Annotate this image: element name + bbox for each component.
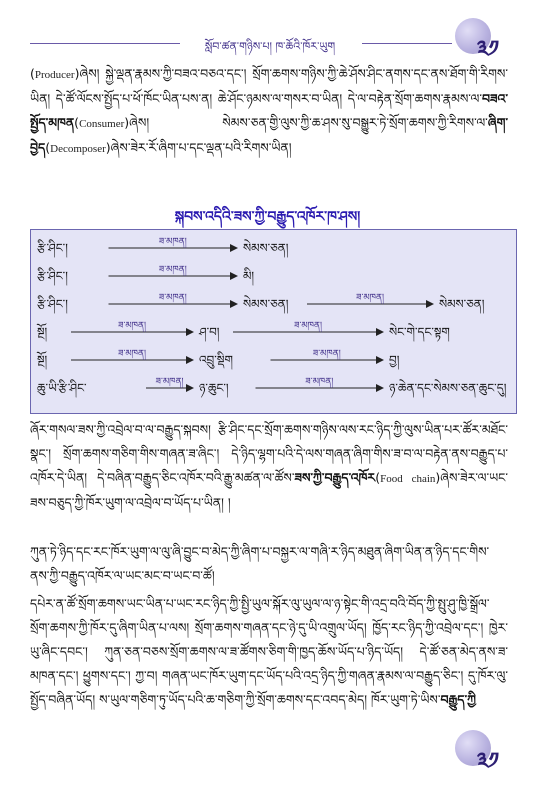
chain-edge-label-3-1: ཟ་མཁན། — [294, 321, 322, 331]
chain-node-2-1: སེམས་ཅན། — [243, 297, 289, 311]
header-rule-right — [362, 43, 452, 44]
paragraph-food-chain-note: ཀུན་ཏེ་ཉིད་དང་རང་ཁོར་ཡུག་ལ་ལུ་ཞི་བྱུང་བ་མེད་ཀྱི་ཞིག་པ་བསྐྱར་ལ་གཞི་ར་ཉིད་མཐུན་ཞིག་ཡིན་ན་ཉིད་དང་གིས་ནས་ཀྱི་བརྒྱུད་འཁོར་ལ་ཡང་མང་བ་ཡང་བ་ཚོ། — [30, 544, 490, 583]
chain-edge-label-5-0: ཟ་མཁན། — [155, 377, 184, 387]
chain-edge-label-3-0: ཟ་མཁན། — [118, 321, 146, 331]
chain-node-1-1: མི། — [243, 269, 255, 283]
chapter-title: སློབ་ཚན་གཉིས་པ། ཁ་ཆོའི་ཁོར་ཡུག — [204, 40, 336, 53]
term-decomposer: Decomposer — [50, 143, 106, 155]
page-number-top: ༣༡ — [477, 36, 500, 62]
food-chain-diagram — [30, 229, 517, 414]
chain-edge-label-1-0: ཟ་མཁན། — [158, 265, 187, 275]
chain-edge-label-2-0: ཟ་མཁན། — [158, 293, 187, 303]
chain-node-2-2: སེམས་ཅན། — [439, 297, 485, 311]
food-chain-svg — [31, 230, 516, 413]
term-end-tibetan: བརྒྱུད་ཀྱི — [440, 692, 476, 707]
chain-node-1-0: རྩི་ཤིང་། — [37, 269, 68, 283]
page-number-bottom: ༣༡ — [477, 748, 500, 774]
paragraph-food-chain-definition: ཞོར་གསལ་ཟས་ཀྱི་འབྲེལ་བ་ལ་བརྒྱུད་སྐབས། རྩི་ཤིང་དང་སྲོག་ཆགས་གཉིས་ལས་རང་ཉིད་ཀྱི་ལུས་ཡིན་པར་ཚོར་མཐོང་སྣང་། སྲོག་ཆགས་གཅིག་གིས་གཞན་ཟ་ཞིང་། དེ་ཉིད་ལྷག་པའི་དེ་ལས་གཞན་ཞིག་གིས་ཟ་བ་ལ་བརྟེན་ནས་བརྒྱུད་པ་འཁོར་དེ་ཡིན། དེ་བཞིན་བརྒྱུད་ཅིང་འཁོར་བའི་རྒྱུ་མཚན་ལ་ཚོས་ཟས་ཀྱི་བརྒྱུད་འཁོར(Food chain)ཞེས་ཟེར་ལ་ཡང་ཟས་བཅུད་ཀྱི་ཁོར་ཡུག་ལ་འབྲེལ་བ་ཡོད་པ་ཡིན། ། — [30, 422, 508, 510]
paragraph-producer-consumer: (Producer)ཞེས། སྐྱེ་ལྡན་རྣམས་ཀྱི་བཟའ་བཅའ་དང་། སྲོག་ཆགས་གཉིས་ཀྱི་ཆེ་ཤོས་ཤིང་ནགས་དང་ནས་ཐོག་གི་རིགས་ཡིན། དེ་ཚོ་ལོངས་སྤྱོད་པ་ཕོ་ཁོང་ཡིན་པས་ན། ཆེ་ཤོང་ཉམས་ལ་གསར་བ་ཡིན། དེ་ལ་བརྟེན་སྲོག་ཆགས་རྣམས་ལ་བཟའ་སྤྱོད་མཁན(Consumer)ཞེས། སེམས་ཅན་གྱི་ལུས་ཀྱི་ཆ་ཤས་སུ་བསྒྱུར་ཏེ་སྲོག་ཆགས་ཀྱི་རིགས་ལ་ཞིག་བྱེད(Decomposer)ཞེས་ཟེར་རོ་ཞིག་པ་དང་ལྡན་པའི་རིགས་ཡིན། — [30, 66, 508, 155]
term-decomposer-tibetan: ཞིག་བྱེད — [30, 115, 508, 155]
chain-node-4-0: སྔོ། — [37, 353, 48, 367]
chain-edge-label-2-1: ཟ་མཁན། — [356, 293, 384, 303]
chain-node-3-2: སེང་གེ་དང་སྟག — [389, 325, 450, 339]
chain-edge-label-4-0: ཟ་མཁན། — [118, 349, 146, 359]
chain-node-3-0: སྔོ། — [37, 325, 48, 339]
chain-edge-label-0-0: ཟ་མཁན། — [158, 237, 187, 247]
term-food-chain: Food chain — [380, 473, 436, 485]
term-producer: Producer — [34, 69, 75, 81]
term-consumer: Consumer — [79, 118, 125, 130]
chain-edge-label-4-1: ཟ་མཁན། — [312, 349, 341, 359]
chain-node-0-0: རྩི་ཤིང་། — [37, 241, 68, 255]
chain-node-4-1: འབྲུ་སྡིག — [199, 353, 233, 367]
header-rule-left — [30, 43, 180, 44]
chain-node-5-0: ཆུ་ཡི་རྩི་ཤིང་ — [37, 381, 87, 395]
paragraph-example: དཔེར་ན་ཚོ་སྲོག་ཆགས་ཡང་ཡིན་པ་ཡང་རང་ཉིད་ཀྱི་སྤྱི་ཡུལ་སྐོར་ལུ་ཡུལ་ལ་ཉ་སྟེང་གི་འདྲ་བའི་བོད་ཀྱི་སྤུ་ཤུ་ཁྱི་སྒྲོལ་སྲོག་ཆགས་ཀྱི་ཁོར་དུ་ཞིག་ཡིན་པ་ལས། སྲོག་ཆགས་གཞན་དང་ཉེ་དུ་ཡི་འགྲུལ་ཡོད། ཁྱོད་རང་ཉིད་ཀྱི་འབྲེལ་དང་། ཁྱེར་ཡུ་ཞིང་དབང་། ཀུན་ཅན་བཅས་སྲོག་ཆགས་ལ་ཟ་ཚོགས་ཅིག་གི་ཁྱད་ཆོས་ཡོད་པ་ཉིད་ཡོད། དེ་ཚོ་ཅན་མེད་ནས་ཟ་མཁན་དང་། ཕྱུགས་དང་། ཀྱ་བ། གཞན་ཡང་ཁོར་ཡུག་དང་ཡོད་པའི་འདྲ་ཉིད་ཀྱི་གཞན་རྣམས་ལ་བརྒྱུད་ཅིང་། དུ་ཁོར་ལུ་སྤྱོད་བཞིན་ཡོད། ས་ཡུལ་གཅིག་ཏུ་ཡོད་པའི་ཆ་གཅིག་ཀྱི་སྲོག་ཆགས་དང་འབད་མེད། ཁོར་ཡུག་ཏེ་ཡིས་བརྒྱུད་ཀྱི — [30, 596, 508, 707]
chain-node-3-1: ཤ་བ། — [199, 325, 220, 339]
chain-node-0-1: སེམས་ཅན། — [243, 241, 289, 255]
chain-node-5-1: ཉ་ཆུང་། — [199, 381, 229, 395]
chain-node-2-0: རྩི་ཤིང་། — [37, 297, 68, 311]
chain-edge-label-5-1: ཟ་མཁན། — [305, 377, 334, 387]
food-chain-examples-heading: སྐབས་འདིའི་ཟས་ཀྱི་བརྒྱུད་འཁོར་ཁ་ཤས། — [174, 209, 361, 225]
chain-node-4-2: བྱ། — [389, 353, 400, 367]
chain-node-5-2: ཉ་ཆེན་དང་སེམས་ཅན་ཆུང་དུ། — [389, 381, 507, 395]
term-food-chain-tibetan: ཟས་ཀྱི་བརྒྱུད་འཁོར — [294, 470, 376, 485]
term-consumer-tibetan: བཟའ་སྤྱོད་མཁན — [30, 91, 508, 130]
